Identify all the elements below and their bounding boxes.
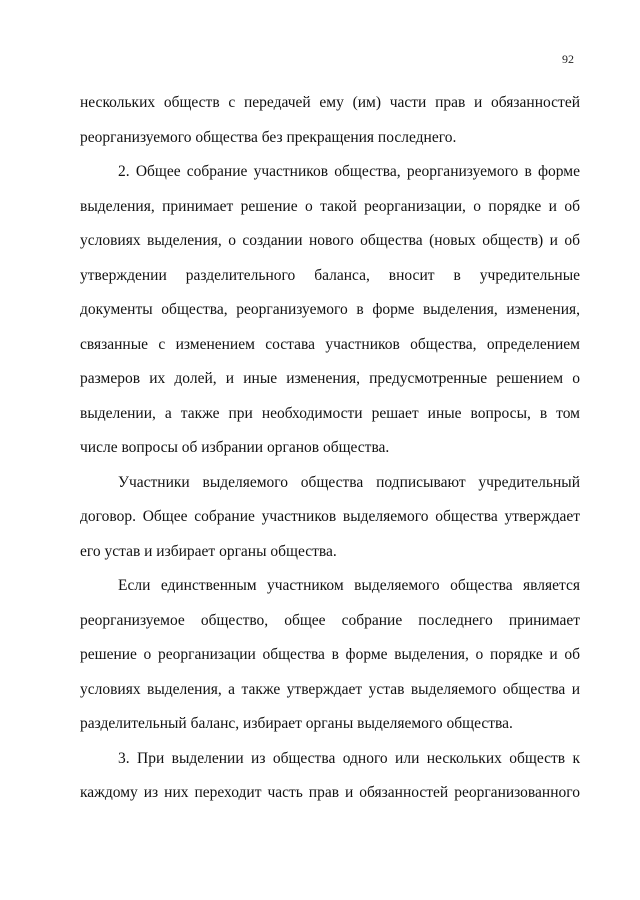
text-line: договор. Общее собрание участников выделяемого общества утверждает [80,508,580,525]
text-line: реорганизуемого общества без прекращения последнего. [80,128,457,146]
text-line: реорганизуемое общество, общее собрание последнего принимает [80,611,580,629]
text-line: его устав и избирает органы общества. [80,542,337,560]
text-line: нескольких обществ с передачей ему (им) части прав и обязанностей [80,94,580,111]
paragraph-3 [80,466,580,570]
text-line: 3. При выделении из общества одного или нескольких обществ к [118,749,580,767]
text-line: условиях выделения, о создании нового общества (новых обществ) и об [80,232,580,249]
text-line: Если единственным участником выделяемого общества является [118,577,580,594]
page-number: 92 [562,52,574,66]
text-line: размеров их долей, и иные изменения, предусмотренные решением о [80,370,580,387]
text-line: решение о реорганизации общества в форме выделения, о порядке и об [80,646,580,663]
body-text [80,86,580,811]
text-line: связанные с изменением состава участников общества, определением [80,335,580,353]
text-line: 2. Общее собрание участников общества, реорганизуемого в форме [118,163,580,180]
text-line: выделении, а также при необходимости решает иные вопросы, в том [80,404,580,422]
paragraph-5 [80,742,580,811]
text-line: выделения, принимает решение о такой реорганизации, о порядке и об [80,197,580,215]
text-line: документы общества, реорганизуемого в форме выделения, изменения, [80,301,580,318]
text-line: разделительный баланс, избирает органы выделяемого общества. [80,715,513,732]
paragraph-2 [80,155,580,466]
text-line: числе вопросы об избрании органов общества. [80,439,390,456]
paragraph-4 [80,569,580,742]
text-line: утверждении разделительного баланса, вносит в учредительные [80,266,580,284]
text-line: условиях выделения, а также утверждает устав выделяемого общества и [80,680,580,698]
text-line: Участники выделяемого общества подписывают учредительный [118,473,580,491]
text-line: каждому из них переходит часть прав и обязанностей реорганизованного [80,784,580,801]
paragraph-1 [80,86,580,155]
